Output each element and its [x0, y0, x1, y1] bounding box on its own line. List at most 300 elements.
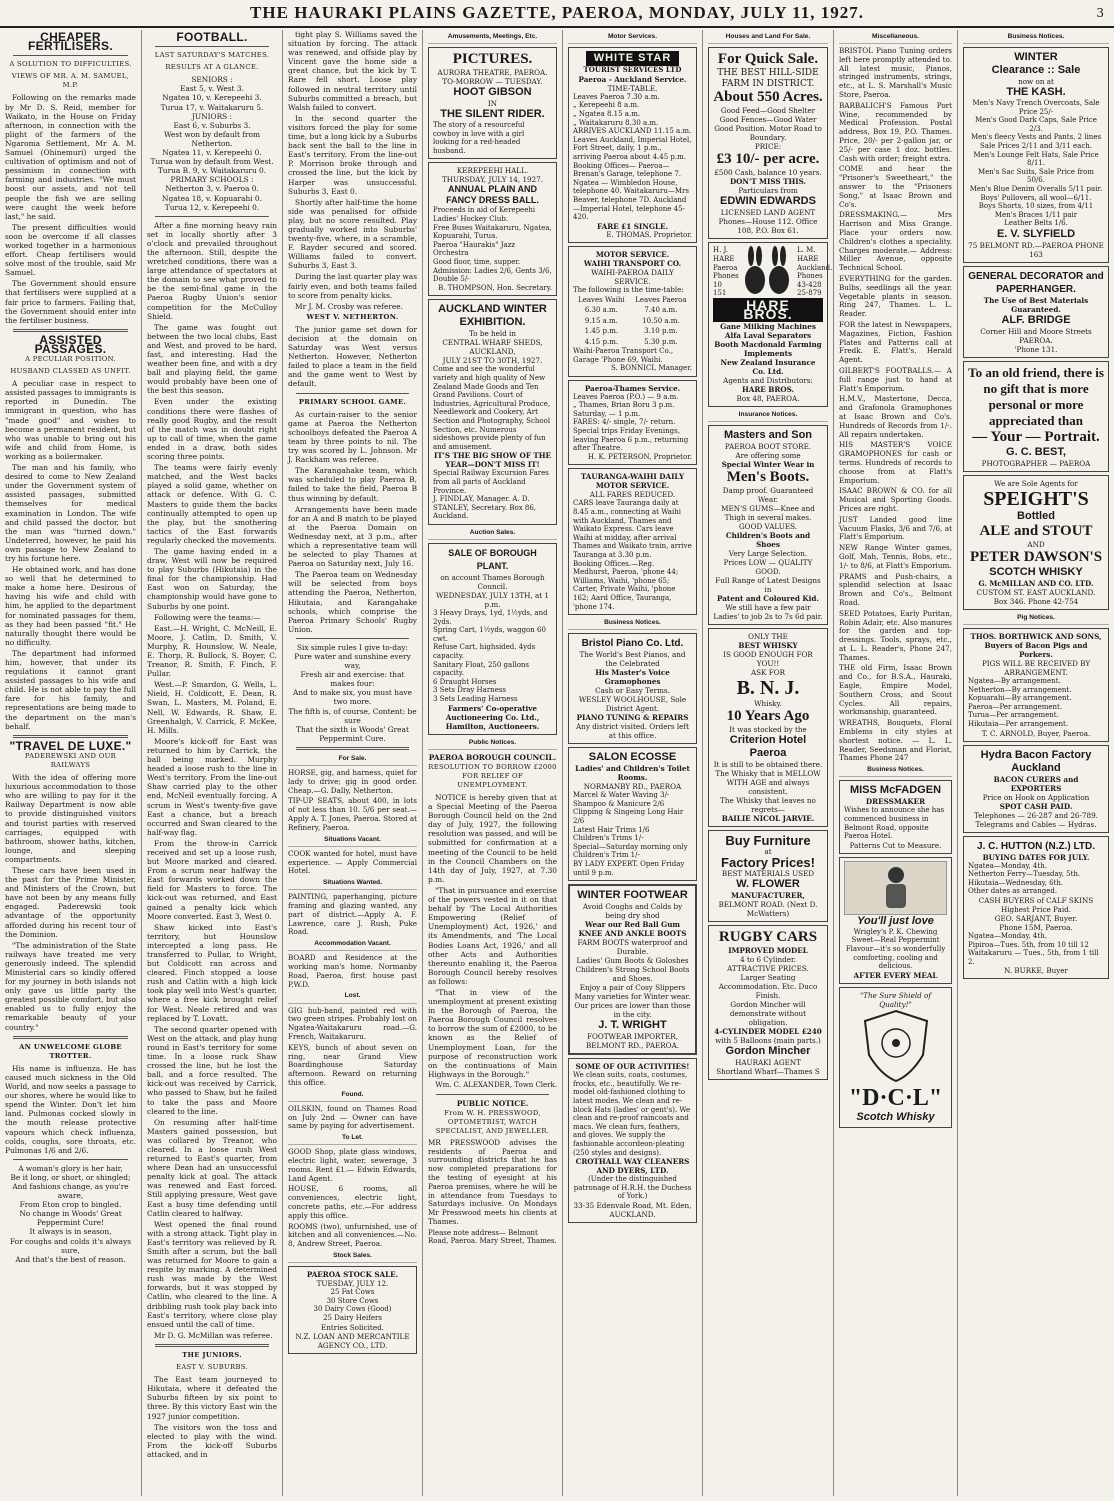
wf-l9: FOOTWEAR IMPORTER, BELMONT RD., PAEROA.	[585, 1032, 680, 1051]
paragraph: The Government should ensure that fertilisers were supplied at a fair price to farmers. Failing that, the Government should enter into the fertiliser business.	[5, 279, 136, 325]
classified-ad: OILSKIN, found on Thames Road on July 2nd — Owner can have same by paying for advertisement.	[288, 1103, 417, 1131]
jh-l2: BUYING DATES FOR JULY.	[982, 852, 1090, 862]
wt-garage: Waihi-Paeroa Transport Co., Garage 'Phone 69, Waihi.	[573, 346, 674, 364]
section-label: Business Notices.	[839, 765, 952, 777]
wc-l3: now on at	[1018, 77, 1054, 87]
paragraph: Shaw kicked into East's territory, but Hounslow intercepted a long pass. He transferred to Pullar, to Wright, but Coldicott ran across and cleared. Finch stopped a loose rush and Catlin with a high kick took play well into West's quarter, where a free kick brought relief for West. Neale retired and was replaced by T. Lovatt.	[147, 922, 277, 1023]
rugby-cars-ad	[708, 925, 828, 1080]
pt-body: Special trips Friday Evenings, leaving Paeroa 6 p.m., returning after Theatre.	[573, 427, 689, 453]
paragraph: The visitors won the toss and elected to play with the wind. From the kick-off Suburbs attacked, and in	[147, 1422, 277, 1459]
pr-l4: PHOTOGRAPHER — PAEROA	[981, 459, 1091, 468]
hare-icon	[737, 246, 797, 298]
paragraph: "That in view of the unemployment at present existing in the Borough of Paeroa, the Paeroa Borough Council resolves to borrow the sum of £2000, to be known as the Relief of Unemployment Loan, for the purpose of reconstruction work on the continuations of Main Highways in the Borough."	[428, 987, 557, 1079]
subhead: PADEREWSKI AND OUR RAILWAYS	[24, 751, 117, 769]
paragraph: Following on the remarks made by Mr D. S. Reid, member for Waikato, in the House on Friday afternoon, in connection with the plight of the farmers of the Ngaroma Settlement, Mr A. M. Samuel (Ohinemuri) urged the cultivation of optimism and not of pessimism in connection with farming and industries. "We must boost our assets, and not tell people the fish we are selling were caught the week before last," he said.	[5, 93, 136, 221]
article-body	[288, 325, 417, 389]
schedule-row: Other dates as arranged.	[968, 887, 1058, 896]
hyd-l2: BACON CURERS and EXPORTERS	[993, 774, 1079, 793]
schedule-row: Ngatea—By arrangement.	[968, 677, 1061, 686]
exh-line2: EXHIBITION.	[459, 316, 526, 329]
wc-l1: WINTER	[1014, 51, 1058, 64]
misc-ad: EVERYTHING for the garden. Bulbs, seedlings all the year. Vegetable plants in season. Ring 247, Thames. L. L. Reader.	[839, 274, 952, 319]
auction-item: 6 Draught Horses	[433, 677, 497, 686]
ms-l9: Children's Boots and Shoes	[725, 531, 811, 550]
auction-ad	[428, 543, 557, 735]
wc-l4: THE KASH.	[1006, 86, 1066, 99]
price-row: Children's Trims 1/-	[573, 834, 644, 843]
schedule-row: Ngatea—Monday, 4th.	[968, 861, 1047, 870]
rc-l1: RUGBY CARS	[718, 929, 818, 946]
exh-line4: CENTRAL WHARF SHEDS, AUCKLAND,	[442, 338, 543, 357]
section-label: Houses and Land For Sale.	[708, 32, 828, 44]
stock-items	[293, 1288, 412, 1322]
qs-particulars: Particulars from	[738, 186, 798, 196]
jh-rows2	[968, 932, 1104, 966]
qs-agent: EDWIN EDWARDS	[720, 195, 816, 208]
result-line: Turua won by default from West.	[150, 157, 274, 167]
misc-ad: PRAMS and Push-chairs, a splendid selection at Isaac Brown and Co's., Belmont Road.	[839, 571, 952, 607]
column-7	[834, 30, 958, 1496]
headline-primary: PRIMARY SCHOOL GAME.	[298, 397, 407, 406]
misc-ad: ISAAC BROWN & CO. for all Musical and Sporting Goods. Prices are right.	[839, 486, 952, 513]
bnj-l3: IS GOOD ENOUGH FOR YOU!!	[723, 650, 813, 669]
hare-bros-logo: HARE BROS.	[713, 298, 823, 322]
poem-line: Pure water and sunshine every way,	[294, 652, 411, 671]
ws-booking: Booking Offices— Paeroa—Brenan's Garage, telephone 7. Ngatea — Wimbledon House, telephone 40. Waitakaruru—Mrs Beaver, telephone 7D. Auckland—Imperial Hotel, telephone 45-420.	[573, 161, 689, 222]
pg-l1: THOS. BORTHWICK AND SONS, Buyers of Bacon Pigs and Porkers.	[970, 632, 1102, 660]
misc-ad: JUST Landed good line Vacuum Flasks, 3/6 and 7/6, at Flatt's Emporium.	[839, 514, 952, 542]
ms-title: Masters and Son	[723, 429, 813, 442]
wt-intro: The following is the time-table:	[573, 286, 684, 295]
dcl-whisky-ad	[839, 987, 952, 1128]
paragraph: East.—H. Wright, C. McNeill, E. Moore, J. Catlin, D. Smith, V. Murphy, R. Hounslow, W. Neale, E. Thorp, R. Bullock, S. Boyer, C. Treanor, R. Smith, F. Finch, F. Pullar.	[147, 623, 277, 679]
pictures-ad	[428, 47, 557, 159]
paragraph: Moore's kick-off for East was returned to him by Carrick, the ball being marked. Murphy headed a loose rush to the line in West's territory. From the line-out Shaw carried play to the other end, McNeil eventually forcing. A scrum in West's twenty-five gave East a chance, but a breach occurred and Swan cleared to the half-way flag.	[147, 736, 277, 837]
paragraph: Following were the teams:—	[154, 612, 261, 622]
ball-title: ANNUAL PLAIN AND FANCY DRESS BALL.	[446, 184, 539, 206]
table-cell: 5.30 p.m.	[644, 337, 678, 346]
wr-l3: AFTER EVERY MEAL	[853, 970, 938, 980]
wf-l8: J. T. WRIGHT	[598, 1019, 667, 1032]
headline-football: FOOTBALL.	[176, 30, 248, 44]
hb-l5: Agents and Distributors:	[723, 376, 813, 386]
hb-left: H. J. HARE Paeroa Phones 10 151	[713, 246, 739, 298]
council-sign: Wm. C. ALEXANDER, Town Clerk.	[435, 1080, 557, 1089]
qs-terms: £500 Cash, balance 10 years.	[714, 168, 822, 178]
decorator-ad	[963, 266, 1109, 358]
poem-line: And fashions change, as you're aware,	[12, 1181, 129, 1201]
ws-fare: FARE £1 SINGLE.	[596, 221, 668, 231]
council-body	[428, 793, 557, 1079]
auction-items	[433, 609, 552, 704]
bp-title: Bristol Piano Co. Ltd.	[581, 638, 684, 650]
notice-sub: From W. H. PRESSWOOD, OPTOMETRIST, WATCH SPECIALIST, AND JEWELLER.	[435, 1108, 550, 1135]
ball-secretary: B. THOMPSON, Hon. Secretary.	[438, 283, 552, 292]
classified-ad: BOARD and Residence at the working man's home. Normanby Road, Paeroa, first house past P.W.D.	[288, 953, 417, 989]
section-label: Pig Notices.	[963, 613, 1109, 625]
table-cell: 10.50 a.m.	[642, 316, 680, 325]
council-title: PAEROA BOROUGH COUNCIL.	[428, 752, 557, 762]
quick-sale-ad	[708, 47, 828, 239]
section-label: To Let.	[288, 1133, 417, 1145]
paragraph: Even under the existing conditions there were flashes of really good Rugby, and the result of the match was in doubt right up to call of time, when the game ended in a draw, both sides scoring three points.	[147, 397, 277, 462]
misc-ad: H.M.V., Mastertone, Decca, and Grafonola Gramophones at Isaac Brown and Co's. Hundreds of Records from 1/-. All repairs undertaken.	[839, 394, 952, 439]
mf-l2: DRESSMAKER	[865, 797, 926, 807]
dcl-brand: "D·C·L"	[848, 1084, 943, 1111]
bp-line5: WESLEY WOOLHOUSE, Sole District Agent.	[578, 695, 687, 714]
poem-line: From Eton crop to bingled.	[19, 1200, 122, 1210]
poem-line: Fresh air and exercise: that makes four:	[300, 670, 405, 689]
jh-rows	[968, 862, 1104, 896]
auction-item: Spring Cart, 1½yds, waggon 60 cwt.	[433, 626, 546, 643]
rc-l7: 4-CYLINDER MODEL £240	[714, 1027, 822, 1037]
exh-line1: AUCKLAND WINTER	[438, 303, 547, 316]
column-2	[142, 30, 283, 1496]
ws-body: Leaves Auckland, Imperial Hotel, Fort Street, daily, 1 p.m., arriving Paeroa about 4.45 p.m.	[573, 135, 692, 161]
table-cell: 6.30 a.m.	[584, 306, 618, 315]
masthead	[0, 0, 1114, 28]
sp-l4: ALE and STOUT	[979, 523, 1093, 539]
rc-l11: Shortland Wharf—Thames S	[716, 1067, 820, 1077]
gd-l2: The Use of Best Materials Guaranteed.	[983, 296, 1089, 314]
auction-title: SALE OF BOROUGH PLANT.	[448, 548, 537, 571]
jh-l4: GEO. SARJANT, Buyer.	[994, 914, 1078, 924]
ms-l12: Full Range of Latest Designs in	[715, 576, 821, 595]
bf-l2: at	[764, 847, 772, 857]
paragraph: From the throw-in Carrick received and set up a loose rush, but Moore marked and cleared. From a scrum near halfway the East forwards worked down the field for Masters to force. The kick-out was returned, and East gained a penalty kick which Moore converted. East 3, West 0.	[147, 838, 277, 921]
salon-addr: NORMANBY RD., PAEROA	[583, 782, 682, 792]
exh-rates: Special Railway Excursion Fares from all parts of Auckland Province.	[433, 469, 549, 495]
section-label: Situations Vacant.	[288, 835, 417, 847]
poem-line: No change in Woods' Great Peppermint Cure!	[19, 1209, 122, 1228]
schedule-row: Hikutaia—Per arrangement.	[968, 720, 1069, 729]
salon-prices	[573, 791, 692, 843]
ac-company: CROTHALL WAY CLEANERS AND DYERS, LTD.	[575, 1157, 690, 1176]
pg-l3: T. C. ARNOLD, Buyer, Paeroa.	[981, 728, 1091, 738]
pt-fares: FARES: 4/- single, 7/- return.	[573, 418, 676, 427]
headline-fertilisers: CHEAPER FERTILISERS.	[28, 30, 113, 54]
sp-l9: CUSTOM ST. EAST AUCKLAND.	[976, 588, 1096, 597]
sp-l7: SCOTCH WHISKY	[989, 566, 1083, 578]
result-line: Turua 12, v. Kerepeehi 0.	[164, 202, 260, 212]
sp-l1: We are Sole Agents for	[994, 479, 1078, 488]
stock-sale-title: PAEROA STOCK SALE.	[306, 1270, 399, 1280]
headline-globe-trotter: AN UNWELCOME GLOBE TROTTER.	[19, 1042, 122, 1060]
tw-title: TAURANGA-WAIHI DAILY MOTOR SERVICE.	[580, 472, 685, 491]
schedule-row: Paeroa—Per arrangement.	[968, 702, 1063, 711]
ws-rows	[573, 93, 692, 136]
paragraph: A peculiar case in respect to assisted passages to immigrants is reported in Dunedin. The immigrant in question, who has "made good" and wishes to become a permanent resident, but who was unable to bring out his wife and child from Home, is working as a boilermaker.	[5, 379, 136, 461]
poem-line: A woman's glory is her hair,	[18, 1163, 123, 1173]
article-body	[5, 93, 136, 324]
misc-ad: BARBALICH'S Famous Port Wine, recommended by Medical Profession. Postal address, Box 19, P.O. Thames. Price, 20/- per 2-gallon jar, or 25/- per case 1 doz. bottles. Cash with order; freight extra.	[839, 100, 952, 163]
wr-l1: You'll just love	[857, 914, 934, 927]
result-line: East 6, v. Suburbs 3.	[173, 120, 251, 130]
ms-l11: Prices LOW — QUALITY GOOD.	[723, 558, 813, 577]
paragraph: NOTICE is hereby given that at a Special Meeting of the Paeroa Borough Council held on the 2nd day of July, 1927, the following resolution was passed, and will be submitted for confirmation at a meeting of the Council to be held in the Council Chambers on the 14th day of July, 1927, at 7.30 p.m.	[428, 793, 557, 884]
wt-table	[573, 295, 692, 347]
classified-ad: ROOMS (two), unfurnished, use of kitchen and all conveniences.—No. 8, Andrew Street, Paeroa.	[288, 1221, 417, 1249]
portrait-ad	[963, 361, 1109, 472]
jh-l6: N. BURKE, Buyer	[1004, 966, 1068, 976]
masthead-title: THE HAURAKI PLAINS GAZETTE, PAEROA, MONDAY, JULY 11, 1927.	[250, 3, 864, 22]
pg-l2: PIGS WILL BE RECEIVED BY ARRANGEMENT.	[981, 659, 1091, 678]
sale-item: Men's Lounge Felt Hats, Sale Price 8/11.	[973, 150, 1099, 168]
misc-ad: GILBERT'S FOOTBALLS.— A full range just to hand at Flatt's Emporium.	[839, 365, 952, 393]
article-body	[288, 30, 417, 311]
stock-item: 30 Dairy Cows (Good)	[313, 1305, 392, 1314]
ac-addr: 33-35 Edenvale Road, Mt. Eden, AUCKLAND.	[573, 1200, 692, 1219]
paeroa-thames-ad	[568, 380, 697, 466]
hyd-l4: SPOT CASH PAID.	[999, 801, 1073, 811]
schedule-row: Ngatea—Monday, 4th.	[968, 932, 1047, 941]
poem-line: That the sixth is Woods' Great Peppermint Cure.	[296, 724, 409, 743]
bf-l6: MANUFACTURER,	[731, 891, 805, 901]
mf-l3: Wishes to announce she has commenced business in Belmont Road, opposite Paeroa Hotel.	[844, 806, 945, 841]
auction-item: Sanitary Float, 250 gallons capacity.	[433, 660, 530, 678]
bnj-brand: B. N. J.	[736, 677, 800, 700]
sale-item: Leather Belts 1/6.	[1004, 219, 1068, 228]
schedule-row: Waitakaruru — Tues., 5th, from 1 till 2.	[968, 949, 1099, 966]
pr-l2: — Your — Portrait.	[972, 429, 1100, 445]
ms-l2: PAEROA BOOT STORE.	[724, 442, 812, 452]
film-title: THE SILENT RIDER.	[440, 108, 545, 121]
hall-name: KEREPEEHI HALL.	[456, 166, 529, 176]
paragraph: The Paeroa team on Wednesday will be selected from boys attending the Paeroa, Netherton, Hikutaia, and Karangahake schools, which comprise the Paeroa Primary Schools' Rugby Union.	[288, 570, 417, 634]
sp-l8: G. McMILLAN AND CO. LTD.	[978, 579, 1094, 588]
bnj-l12: The Whisky that is MELLOW WITH AGE and always consistent.	[715, 769, 821, 797]
ms-l13: Patent and Coloured Kid.	[717, 594, 819, 604]
headline-passages: ASSISTED PASSAGES.	[34, 332, 107, 356]
hyd-l1: Hydra Bacon Factory Auckland	[980, 748, 1092, 774]
column-5	[563, 30, 703, 1496]
bf-l5: W. FLOWER	[736, 878, 800, 891]
shield-icon	[861, 1009, 931, 1083]
showing-date: TO-MORROW — TUESDAY.	[442, 77, 543, 87]
tw-booking: Booking Offices.—Reg. Medhurst, Paeroa, 'phone 44; Williams, Waihi, 'phone 65; Carter, Private Waihi, 'phone 162; Aard Office, Tauranga, 'phone 174.	[573, 559, 679, 611]
article-body	[147, 1375, 277, 1459]
exh-big: IT'S THE BIG SHOW OF THE YEAR—DON'T MISS IT!	[433, 451, 552, 470]
dcl-scotch: Scotch Whisky	[856, 1110, 935, 1123]
gd-l3: ALF. BRIDGE	[1001, 314, 1071, 326]
stock-sale-ad	[288, 1266, 417, 1353]
result-line: Ngatea 18, v. Kopuarahi 0.	[162, 193, 262, 203]
ws-company: TOURIST SERVICES LTD	[583, 65, 682, 75]
hb-right: L. M. HARE Auckland. Phones 43-428 25-879	[797, 246, 833, 298]
headline-west-netherton: WEST V. NETHERTON.	[306, 312, 399, 321]
mf-l4: Patterns Cut to Measure.	[849, 840, 942, 850]
result-line: East 5, v. West 3.	[180, 84, 244, 94]
section-label: Business Notices.	[963, 32, 1109, 44]
rc-l5: Larger Seating Accommodation. Etc. Duco Finish.	[718, 973, 818, 1001]
paragraph: With the idea of offering more luxurious accommodation to those who are willing to pay for it the Railway Department is now able to provide distinguished visitors and tourist parties with reserved carriages, equipped with bathroom, shower baths, kitchen, lounge, and sleeping compartments.	[5, 773, 136, 864]
ms-l10: Very Large Selection.	[728, 549, 808, 559]
result-line: JUNIORS :	[191, 111, 233, 121]
wt-hd: MOTOR SERVICE.	[595, 250, 670, 260]
classified-ad: COOK wanted for hotel, must have experience. — Apply Commercial Hotel.	[288, 848, 417, 876]
column-1	[0, 30, 142, 1496]
bnj-l11: It is still to be obtained there.	[713, 760, 823, 770]
bp-line4: Cash or Easy Terms.	[595, 686, 670, 696]
bnj-hotel: Criterion Hotel	[729, 734, 807, 747]
sp-l3: Bottled	[1017, 510, 1055, 522]
subhead: A PECULIAR POSITION.	[25, 355, 116, 363]
classified-ad: KEYS, bunch of about seven on ring, near Grand View Boardinghouse Saturday afternoon. Reward on returning this office.	[288, 1042, 417, 1087]
table-cell: 7.40 a.m.	[644, 306, 678, 315]
table-row	[573, 316, 692, 326]
result-line: Netherton 3, v. Paeroa 0.	[165, 184, 259, 194]
paragraph: During the last quarter play was fairly even, and both teams failed to score from penalty kicks.	[288, 272, 417, 300]
misc-ad: NEW Range Winter games, Golf, Mah, Tennis, Bobs, etc., 1/- to 8/6, at Flatt's Emporium.	[839, 543, 952, 570]
rc-l6: Gordon Mincher will demonstrate without obligation.	[729, 1000, 807, 1028]
tauranga-ad	[568, 468, 697, 615]
sale-item: Boys' Pullovers, all wool—6/11.	[980, 193, 1092, 202]
ac-title: SOME OF OUR ACTIVITIES!	[575, 1062, 690, 1072]
paragraph: He obtained work, and has done so well that he determined to make a home here. Desirous of having his wife and child with him, he applied to the department for nominated passages for them, as they had been passed "fit." He naturally thought there would be no difficulty.	[5, 565, 136, 647]
exh-body: Come and see the wonderful variety and high quality of New Zealand Made Goods and Ten Grand Pavilions. Court of Industries, Agricultural Produce, Needlework and Cookery, Art Section and Photography, School Section, etc. Numerous sideshows provide plenty of fun and amusement.	[433, 365, 551, 451]
hb-l4: New Zealand Insurance Co. Ltd.	[720, 358, 816, 377]
mf-l1: MISS McFADGEN	[849, 784, 942, 797]
qs-title: For Quick Sale.	[717, 51, 819, 68]
timetable-row: „ Thames, Brian Boru 3 p.m.	[573, 401, 675, 410]
section-label: Miscellaneous.	[839, 32, 952, 44]
paragraph: These cars have been used in the past for the Prime Minister, and Ministers of the Crown, but have not been by any means fully engaged. Paderewski took advantage of the opportunity afforded during his recent tour of the Dominion.	[5, 865, 136, 939]
subhead: HUSBAND CLASSED AS UNFIT.	[10, 367, 131, 376]
ms-l6: Damp proof. Guaranteed Wear.	[722, 486, 814, 505]
sale-item: Men's Braces 1/11 pair	[994, 210, 1078, 219]
bristol-piano-ad	[568, 633, 697, 744]
auction-item: 3 Sets Leading Harness	[433, 694, 518, 703]
sale-item: Men's Good Dark Caps, Sale Price 2/3.	[975, 116, 1097, 133]
poem-line: Be it long, or short, or shingled;	[10, 1172, 131, 1182]
misc-ad: FOR the latest in Newspapers, Magazines, Fiction, Fashion Plates and Patterns call at Fredk. E. Flatt's, Herald Agent.	[839, 320, 952, 365]
paragraph: In the second quarter the visitors forced the play for some time, but a long kick by a Suburbs back sent the ball to the line in East's territory. From the line-out P. Morrison broke through and crossed the line, but the kick by Harper was unsuccessful. Suburbs 3, East 0.	[288, 113, 417, 196]
paragraph: The teams were fairly evenly matched, and the West backs played a solid game, whether on attack or defence. With G. C. Masters to guide them the backs continually attempted to open up the play, but the smothering tactics of the East forwards regularly checked the movements.	[147, 463, 277, 545]
rc-l4: ATTRACTIVE PRICES.	[727, 964, 809, 974]
table-cell: 3.10 p.m.	[644, 327, 678, 336]
exhibition-ad	[428, 299, 557, 525]
timetable-row: „ Kerepeehi 8 a.m.	[573, 101, 640, 110]
hb-l6: HARE BROS.	[741, 385, 795, 395]
schedule-row: Kopuarahi—By arrangement.	[968, 694, 1072, 703]
salon-expert: BY LADY EXPERT. Open Friday until 9 p.m.	[573, 860, 685, 877]
jh-l3: CASH BUYERS of CALF SKINS Highest Price Paid.	[978, 896, 1094, 915]
ball-band: Paeroa "Haurakis" Jazz Orchestra	[433, 240, 516, 258]
result-line: SENIORS :	[191, 75, 233, 85]
table-cell: 1.45 p.m.	[584, 327, 619, 336]
schedule-row: Netherton—By arrangement.	[968, 685, 1072, 694]
paragraph: The junior game set down for decision at the domain on Saturday was West versus Netherton. However, Netherton failed to place a team in the field and the game went to West by default.	[288, 324, 417, 389]
table-header: Leaves Paeroa	[635, 295, 687, 304]
jh-l5: Phone 15M, Paeroa.	[999, 923, 1073, 933]
wf-l3: Wear our Red Ball Gum KNEE AND ANKLE BOOTS	[578, 920, 687, 939]
gd-l5: 'Phone 131.	[1014, 345, 1058, 354]
article-body	[5, 379, 136, 731]
figure-icon	[871, 865, 921, 911]
paragraph: The game was fought out between the two local clubs, East and West, and proved to be hard, fast, and interesting. Had the weather been fine, and with a dry ball and playing field, the game would probably have been one of the best this season.	[147, 322, 277, 396]
paragraph: tight play S. Williams saved the situation by forcing. The attack was renewed, and offside play by Vincent gave the home side a great chance, but the kick by T. Rare fell short. Loose play followed in neutral territory until Suburbs committed a breach, but Walsh failed to convert.	[288, 30, 417, 112]
rc-l10: HAURAKI AGENT	[735, 1058, 801, 1068]
poem-line: And that's the best of reason.	[15, 1254, 126, 1264]
result-line: Turua 17, v. Waitakaruru 5.	[160, 102, 264, 112]
in-label: IN	[487, 99, 498, 109]
wt-service: WAIHI-PAEROA DAILY SERVICE.	[591, 268, 674, 287]
subhead: LAST SATURDAY'S MATCHES.	[154, 51, 270, 60]
hb-l3: Booth Macdonald Farming Implements	[714, 340, 822, 359]
paragraph: "That in pursuance and exercise of the powers vested in it on that behalf by 'The Local Authorities Empowering (Relief of Unemployment) Act, 1926,' and its Amendments, and 'The Local Bodies Loans Act, 1926,' and all other Acts and Authorities thereunto enabling it, the Paeroa Borough Council hereby resolves as follows:	[428, 885, 557, 986]
film-desc: The story of a resourceful cowboy in love with a girl looking for a red-headed husband.	[433, 121, 525, 155]
poem-line: Six simple rules I give to-day:	[296, 642, 409, 652]
paragraph: Shortly after half-time the home side was penalised for offside play, but no score resulted. Play gradually worked into Suburbs' twenty-five, where, in a scramble, F. Rayder secured and scored. Williams failed to convert. Suburbs 3, East 3.	[288, 197, 417, 271]
jh-l1: J. C. HUTTON (N.Z.) LTD.	[977, 840, 1095, 852]
auction-item: Refuse Cart, highsided, 4yds capacity.	[433, 643, 536, 660]
result-line: PRIMARY SCHOOLS :	[170, 175, 254, 185]
star-name: HOOT GIBSON	[453, 86, 532, 99]
misc-ad: COME and hear the "Prisoner's Sweetheart," the answer to the "Prisoners Song," at Isaac Brown and Co's.	[839, 164, 952, 209]
misc-ad: WREATHS, Bouquets, Floral Emblems in city styles at shortest notice. — L. L. Reader, Seedsman and Florist, Thames Phone 247	[839, 718, 952, 763]
table-row	[573, 326, 692, 336]
timetable-row: Leaves Paeroa (P.O.) — 9 a.m.	[573, 392, 679, 401]
ball-admission: Admission: Ladies 2/6, Gents 3/6, Double 5/-	[433, 266, 552, 284]
wf-l7: Our prices are lower than those in the city.	[574, 1001, 691, 1020]
tw-body: CARS leave Tauranga daily at 8.45 a.m., connecting at Waihi with Auckland, Thames and Waikato Express. Cars leave Waihi at midday, after arrival Thames and Waikato train, arrive Tauranga at 3.30 p.m.	[573, 499, 692, 559]
poem	[5, 1164, 136, 1264]
auction-item: 3 Heavy Drays, 1yd, 1½yds, and 2yds.	[433, 609, 548, 626]
classified-ad: GOOD Shop, plate glass windows, electric light, water, sewerage, 3 rooms. Rent £1.— Edwin Edwards, Land Agent.	[288, 1147, 417, 1183]
sp-l10: Box 346. Phone 42-754	[993, 597, 1079, 606]
subhead: RESULTS AT A GLANCE.	[165, 63, 259, 72]
ms-l14: We still have a few pair Ladies' to job 2s to 7s 6d pair.	[713, 603, 823, 622]
column-8	[958, 30, 1114, 1496]
article-body	[5, 773, 136, 1032]
classified-ad: GIG hub-band, painted red with two green stripes. Probably lost on Ngatea-Waitakaruru road.—G. French, Waitakaruru.	[288, 1005, 417, 1041]
paragraph: On resuming after half-time Masters gained possession, but was collared by Treanor, who cleared. In a loose rush West returned to East's quarter, from where Dean had an unsuccessful penalty kick at goal. The attack was renewed and East forced. Still applying pressure, West gave East a busy time defending until Catlin cleared to halfway.	[147, 1117, 277, 1218]
sale-item: Men's Navy Trench Overcoats, Sale Price 25/-	[972, 99, 1100, 116]
paragraph: "The administration of the State railways have treated me very generously indeed. The splendid Ministerial cars so kindly offered for my journey in both islands not only gave us little party the greatest possible comfort, but also enabled us to fully enjoy the remarkable beauty of your country."	[5, 940, 136, 1032]
misc-ad: HIS MASTER'S VOICE GRAMOPHONES for cash or terms. Hundreds of records to choose from at Flatt's Emporium.	[839, 440, 952, 485]
ball-supper: Good floor, time, supper.	[433, 258, 521, 267]
section-label: Business Notices.	[568, 618, 697, 630]
section-label: Motor Services.	[568, 32, 697, 44]
wf-title: WINTER FOOTWEAR	[577, 889, 688, 902]
sp-l5: AND	[1027, 540, 1045, 549]
paragraph: The East team journeyed to Hikutaia, where it defeated the Suburbs fifteen by six point to three. By this victory East win the 1927 junior competition.	[147, 1375, 277, 1421]
table-cell: 9.15 a.m.	[584, 316, 618, 325]
qs-l2: THE BEST HILL-SIDE FARM IN DISTRICT.	[717, 68, 819, 89]
paragraph: The Karangahake team, which was scheduled to play Paeroa B, failed to take the field, Paeroa B thus winning by default.	[288, 466, 417, 503]
bnj-town: Paeroa	[749, 747, 787, 760]
mcfadgen-ad	[839, 780, 952, 853]
qs-acres: About 550 Acres.	[713, 89, 823, 106]
timetable-row: „ Waitakaruru 8.30 a.m.	[573, 118, 659, 127]
article-body	[288, 410, 417, 634]
stock-item: 30 Store Cows	[326, 1296, 379, 1305]
notice-body: MR PRESSWOOD advises the residents of Paeroa and surrounding districts that he has now completed preparations for the testing of eyesight at his Paeroa premises, where he will be in attendance from Tuesdays to Saturdays inclusive. On Mondays Mr Presswood meets his clients at Thames.	[428, 1137, 557, 1227]
qs-price: £3 10/- per acre.	[716, 151, 820, 168]
qs-phones: Phones—House 112. Office 108, P.O. Box 61.	[718, 217, 818, 236]
activities-ad	[568, 1058, 697, 1223]
winter-clearance-ad	[963, 47, 1109, 263]
section-label: Amusements, Meetings, Etc.	[428, 32, 557, 44]
table-row	[573, 337, 692, 347]
bnj-l8: It was stocked by the	[729, 725, 807, 735]
poem	[288, 643, 417, 743]
wc-l2: Clearance :: Sale	[991, 64, 1081, 77]
qs-l4: Good Feed—Good Shelter Good Fences—Good Water Good Position. Motor Road to Boundary.	[714, 106, 822, 143]
section-label: Situations Wanted.	[288, 878, 417, 890]
column-6	[703, 30, 834, 1496]
page-number: 3	[1096, 6, 1104, 20]
